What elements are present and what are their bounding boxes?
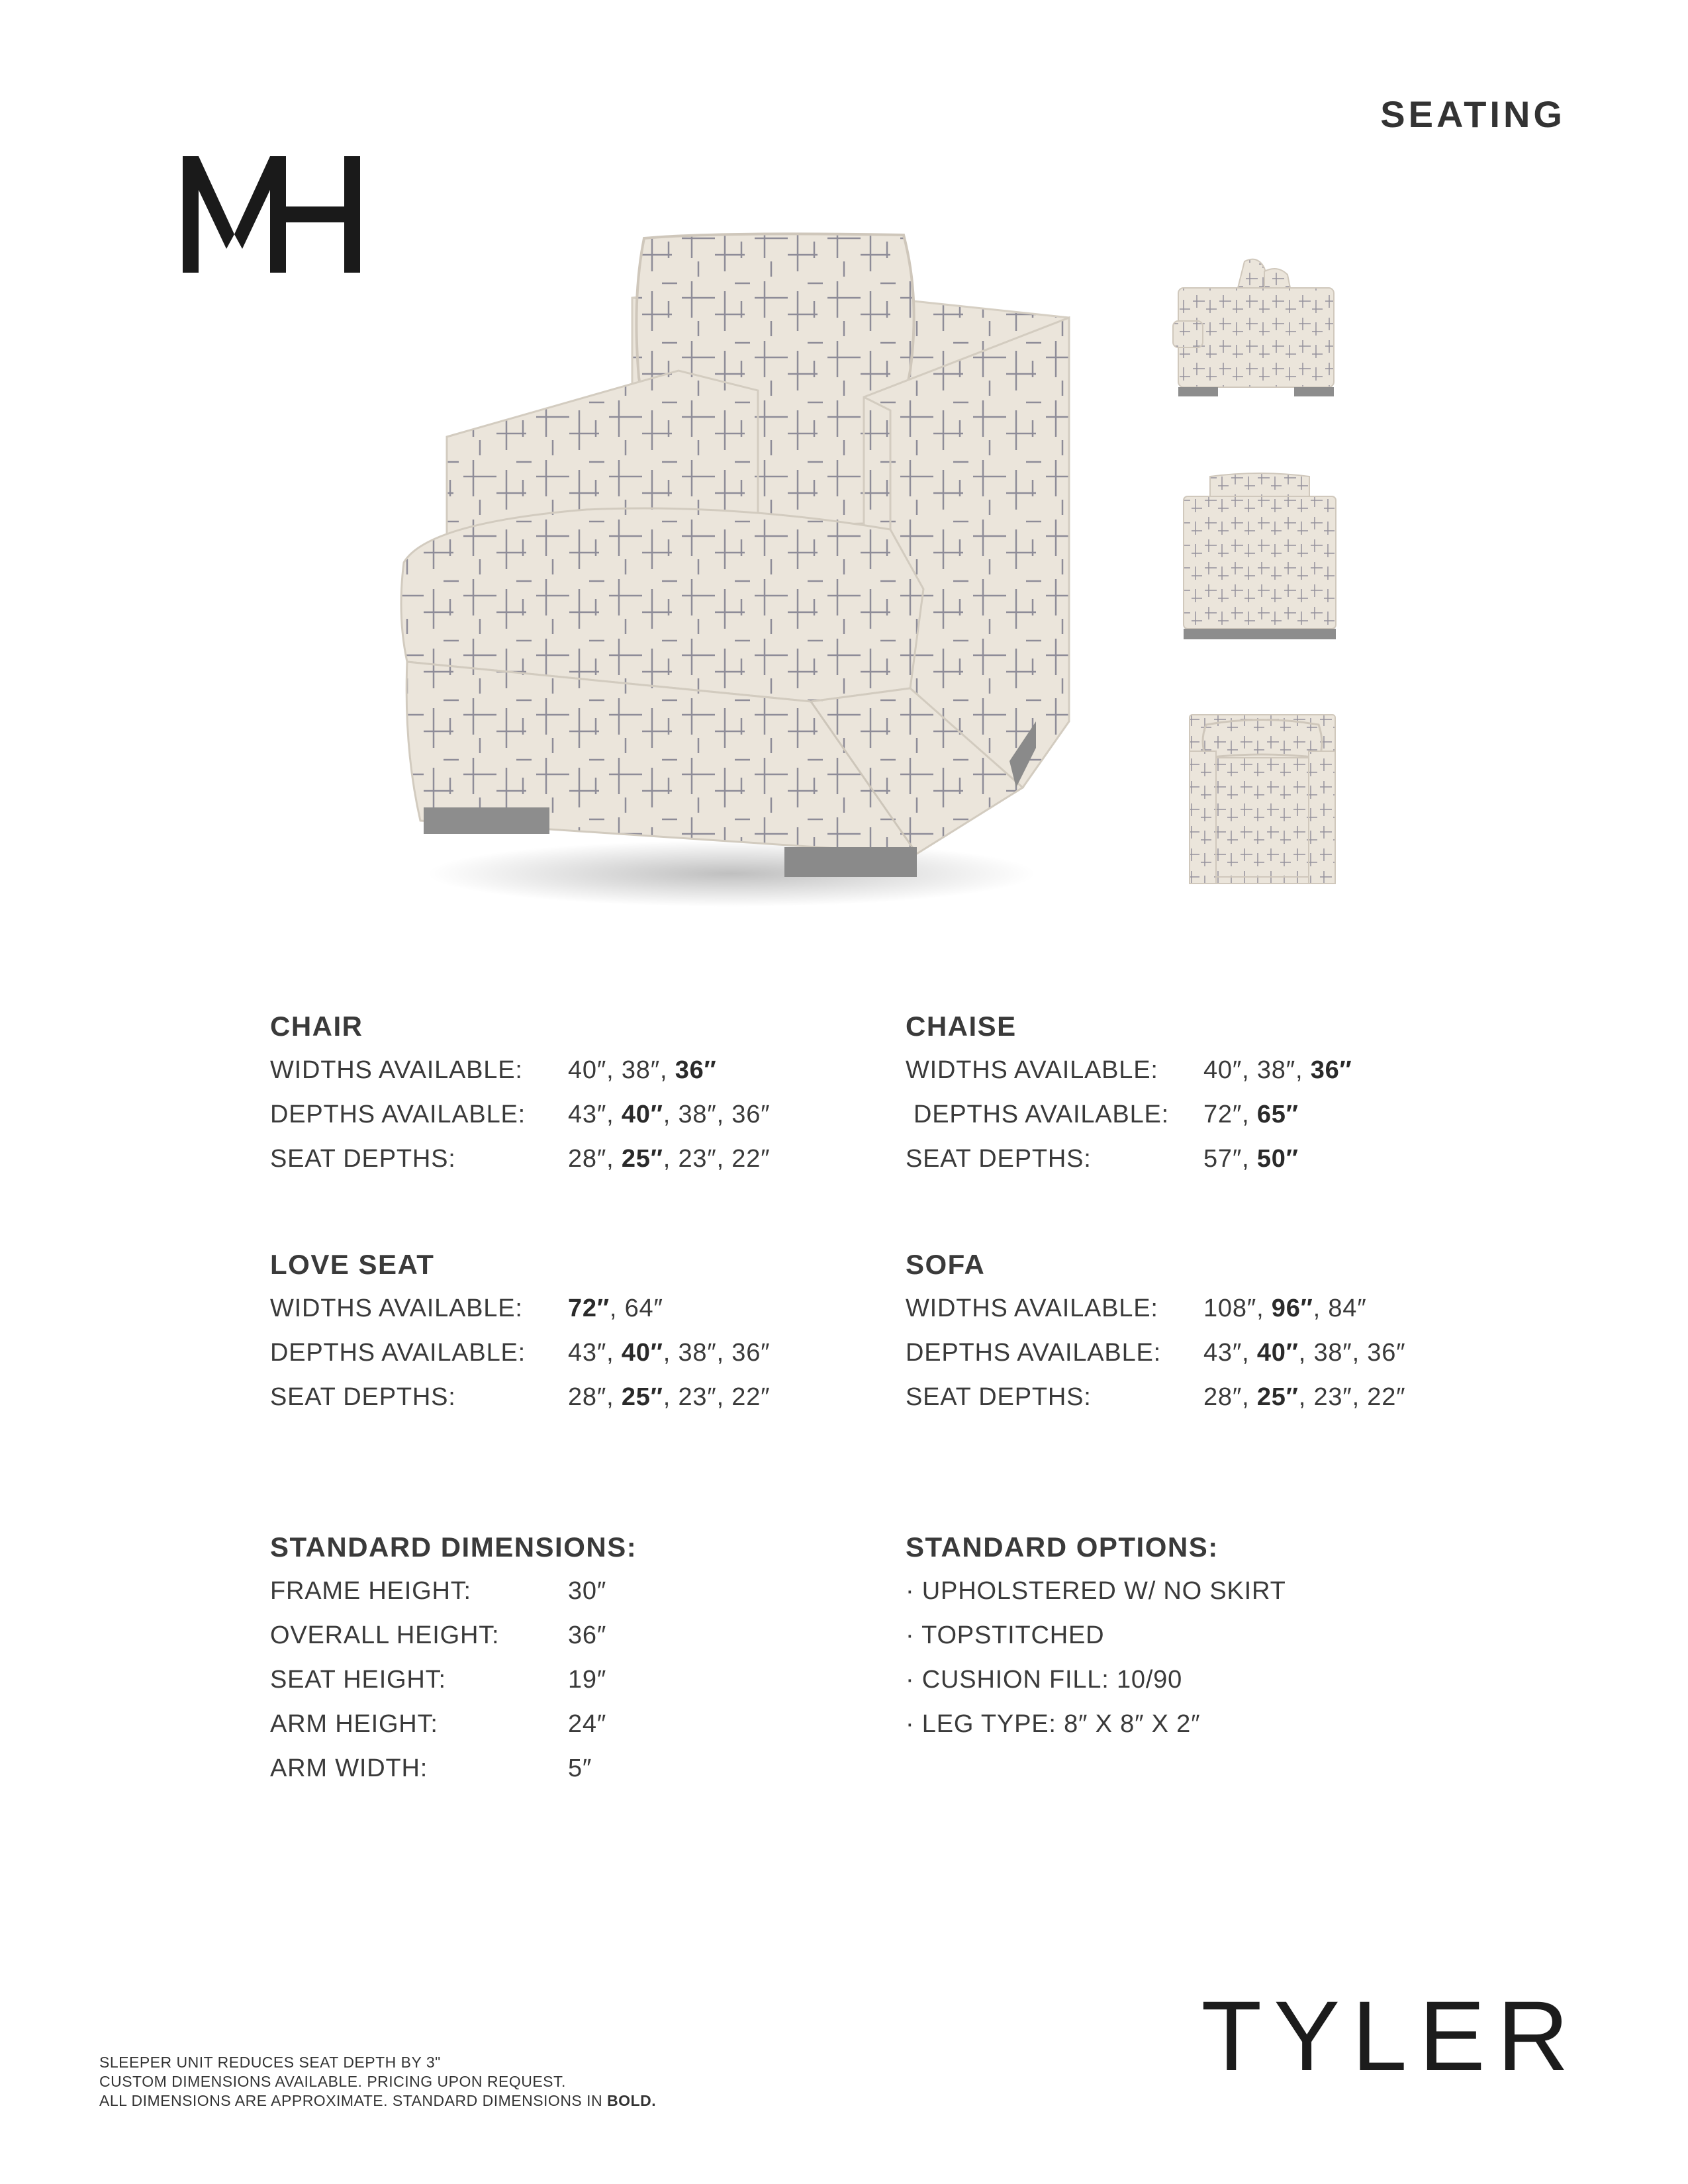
spec-row bbox=[906, 1093, 1501, 1137]
spec-values: 40″, 38″, 36″ bbox=[1203, 1056, 1352, 1084]
size-value: 43″ bbox=[1203, 1339, 1243, 1367]
spec-label: SEAT DEPTHS: bbox=[906, 1383, 1092, 1411]
standard-size-value: 40″ bbox=[621, 1339, 663, 1367]
section-title: STANDARD OPTIONS: bbox=[906, 1531, 1219, 1563]
chair-front-view-photo bbox=[1177, 470, 1342, 652]
standard-size-value: 65″ bbox=[1256, 1101, 1299, 1128]
spec-values: 57″, 50″ bbox=[1203, 1145, 1299, 1173]
footnote-text: ALL DIMENSIONS ARE APPROXIMATE. STANDARD DIMENSIONS IN bbox=[99, 2092, 608, 2109]
size-value: 72″ bbox=[1203, 1101, 1243, 1128]
option-item: · TOPSTITCHED bbox=[906, 1621, 1105, 1649]
spec-label: WIDTHS AVAILABLE: bbox=[906, 1056, 1158, 1084]
dimension-row bbox=[270, 1614, 866, 1658]
size-value: 38″ bbox=[621, 1056, 660, 1084]
size-value: 23″ bbox=[678, 1145, 717, 1173]
chair-side-view-photo bbox=[1165, 248, 1350, 424]
standard-size-value: 25″ bbox=[621, 1145, 663, 1173]
size-value: 22″ bbox=[1367, 1383, 1406, 1411]
spec-values: 43″, 40″, 38″, 36″ bbox=[568, 1339, 771, 1367]
dimension-label: ARM WIDTH: bbox=[270, 1754, 428, 1782]
spec-label: WIDTHS AVAILABLE: bbox=[906, 1295, 1158, 1322]
sofa-specs bbox=[906, 1243, 1501, 1420]
spec-label: DEPTHS AVAILABLE: bbox=[914, 1101, 1170, 1128]
spec-row bbox=[906, 1137, 1501, 1181]
size-value: 28″ bbox=[568, 1145, 607, 1173]
size-value: 38″ bbox=[1313, 1339, 1352, 1367]
spec-values: 28″, 25″, 23″, 22″ bbox=[1203, 1383, 1406, 1411]
standard-size-value: 40″ bbox=[621, 1101, 663, 1128]
spec-label: DEPTHS AVAILABLE: bbox=[270, 1101, 526, 1128]
spec-label: WIDTHS AVAILABLE: bbox=[270, 1295, 523, 1322]
section-title: STANDARD DIMENSIONS: bbox=[270, 1531, 637, 1563]
spec-row bbox=[270, 1331, 866, 1375]
chair-main-photo bbox=[387, 218, 1082, 923]
spec-row bbox=[906, 1287, 1501, 1331]
footnote-line bbox=[99, 2091, 656, 2111]
spec-label: SEAT DEPTHS: bbox=[270, 1383, 456, 1411]
product-title: SOFA bbox=[906, 1249, 986, 1280]
product-title: CHAIR bbox=[270, 1011, 363, 1042]
spec-values: 72″, 64″ bbox=[568, 1295, 663, 1322]
standard-size-value: 36″ bbox=[675, 1056, 717, 1084]
product-title: LOVE SEAT bbox=[270, 1249, 435, 1280]
spec-row bbox=[270, 1137, 866, 1181]
mh-logo bbox=[183, 156, 361, 276]
spec-row bbox=[906, 1048, 1501, 1093]
size-value: 28″ bbox=[1203, 1383, 1243, 1411]
brand-name: TYLER bbox=[1201, 1980, 1581, 2091]
standard-size-value: 50″ bbox=[1256, 1145, 1299, 1173]
size-value: 36″ bbox=[731, 1101, 771, 1128]
dimension-label: FRAME HEIGHT: bbox=[270, 1577, 471, 1605]
footnote-bold: BOLD. bbox=[607, 2092, 657, 2109]
spec-row bbox=[906, 1331, 1501, 1375]
chair-top-view-photo bbox=[1186, 711, 1338, 893]
size-value: 108″ bbox=[1203, 1295, 1257, 1322]
spec-label: DEPTHS AVAILABLE: bbox=[270, 1339, 526, 1367]
size-value: 36″ bbox=[731, 1339, 771, 1367]
size-value: 38″ bbox=[678, 1101, 717, 1128]
size-value: 23″ bbox=[1313, 1383, 1352, 1411]
footnotes bbox=[99, 2053, 656, 2111]
dimension-value: 19″ bbox=[568, 1666, 607, 1694]
standard-size-value: 72″ bbox=[568, 1295, 610, 1322]
chaise-specs bbox=[906, 1005, 1501, 1181]
spec-label: DEPTHS AVAILABLE: bbox=[906, 1339, 1162, 1367]
spec-values: 108″, 96″, 84″ bbox=[1203, 1295, 1367, 1322]
chair-specs bbox=[270, 1005, 866, 1181]
spec-row bbox=[270, 1048, 866, 1093]
spec-row bbox=[270, 1375, 866, 1420]
standard-size-value: 36″ bbox=[1310, 1056, 1352, 1084]
option-item: · UPHOLSTERED W/ NO SKIRT bbox=[906, 1577, 1286, 1605]
page-category-heading: SEATING bbox=[1380, 93, 1566, 135]
dimension-value: 24″ bbox=[568, 1710, 607, 1738]
product-title: CHAISE bbox=[906, 1011, 1017, 1042]
size-value: 40″ bbox=[1203, 1056, 1243, 1084]
size-value: 28″ bbox=[568, 1383, 607, 1411]
size-value: 40″ bbox=[568, 1056, 607, 1084]
dimension-label: OVERALL HEIGHT: bbox=[270, 1621, 500, 1649]
dimension-value: 5″ bbox=[568, 1754, 592, 1782]
standard-size-value: 40″ bbox=[1256, 1339, 1299, 1367]
size-value: 43″ bbox=[568, 1101, 607, 1128]
spec-values: 43″, 40″, 38″, 36″ bbox=[568, 1101, 771, 1128]
footnote-line: SLEEPER UNIT REDUCES SEAT DEPTH BY 3" bbox=[99, 2054, 441, 2071]
size-value: 36″ bbox=[1367, 1339, 1406, 1367]
standard-size-value: 96″ bbox=[1271, 1295, 1313, 1322]
dimension-value: 30″ bbox=[568, 1577, 607, 1605]
spec-row bbox=[270, 1093, 866, 1137]
footnote-line: CUSTOM DIMENSIONS AVAILABLE. PRICING UPON REQUEST. bbox=[99, 2073, 566, 2090]
size-value: 23″ bbox=[678, 1383, 717, 1411]
spec-label: WIDTHS AVAILABLE: bbox=[270, 1056, 523, 1084]
standard-size-value: 25″ bbox=[621, 1383, 663, 1411]
size-value: 22″ bbox=[731, 1383, 771, 1411]
size-value: 22″ bbox=[731, 1145, 771, 1173]
spec-label: SEAT DEPTHS: bbox=[906, 1145, 1092, 1173]
size-value: 64″ bbox=[624, 1295, 663, 1322]
spec-row bbox=[906, 1375, 1501, 1420]
dimension-row bbox=[270, 1658, 866, 1702]
standard-size-value: 25″ bbox=[1256, 1383, 1299, 1411]
love-seat-specs bbox=[270, 1243, 866, 1420]
spec-label: SEAT DEPTHS: bbox=[270, 1145, 456, 1173]
standard-dimensions bbox=[270, 1525, 866, 1791]
option-item: · LEG TYPE: 8″ X 8″ X 2″ bbox=[906, 1710, 1201, 1738]
spec-values: 40″, 38″, 36″ bbox=[568, 1056, 717, 1084]
dimension-row bbox=[270, 1569, 866, 1614]
dimension-value: 36″ bbox=[568, 1621, 607, 1649]
standard-options bbox=[906, 1525, 1501, 1747]
spec-values: 43″, 40″, 38″, 36″ bbox=[1203, 1339, 1406, 1367]
size-value: 38″ bbox=[1256, 1056, 1295, 1084]
dimension-row bbox=[270, 1747, 866, 1791]
spec-values: 72″, 65″ bbox=[1203, 1101, 1299, 1128]
size-value: 57″ bbox=[1203, 1145, 1243, 1173]
option-item: · CUSHION FILL: 10/90 bbox=[906, 1666, 1183, 1694]
dimension-label: ARM HEIGHT: bbox=[270, 1710, 438, 1738]
spec-row bbox=[270, 1287, 866, 1331]
size-value: 84″ bbox=[1328, 1295, 1367, 1322]
size-value: 43″ bbox=[568, 1339, 607, 1367]
spec-values: 28″, 25″, 23″, 22″ bbox=[568, 1383, 771, 1411]
dimension-row bbox=[270, 1702, 866, 1747]
spec-values: 28″, 25″, 23″, 22″ bbox=[568, 1145, 771, 1173]
size-value: 38″ bbox=[678, 1339, 717, 1367]
dimension-label: SEAT HEIGHT: bbox=[270, 1666, 446, 1694]
